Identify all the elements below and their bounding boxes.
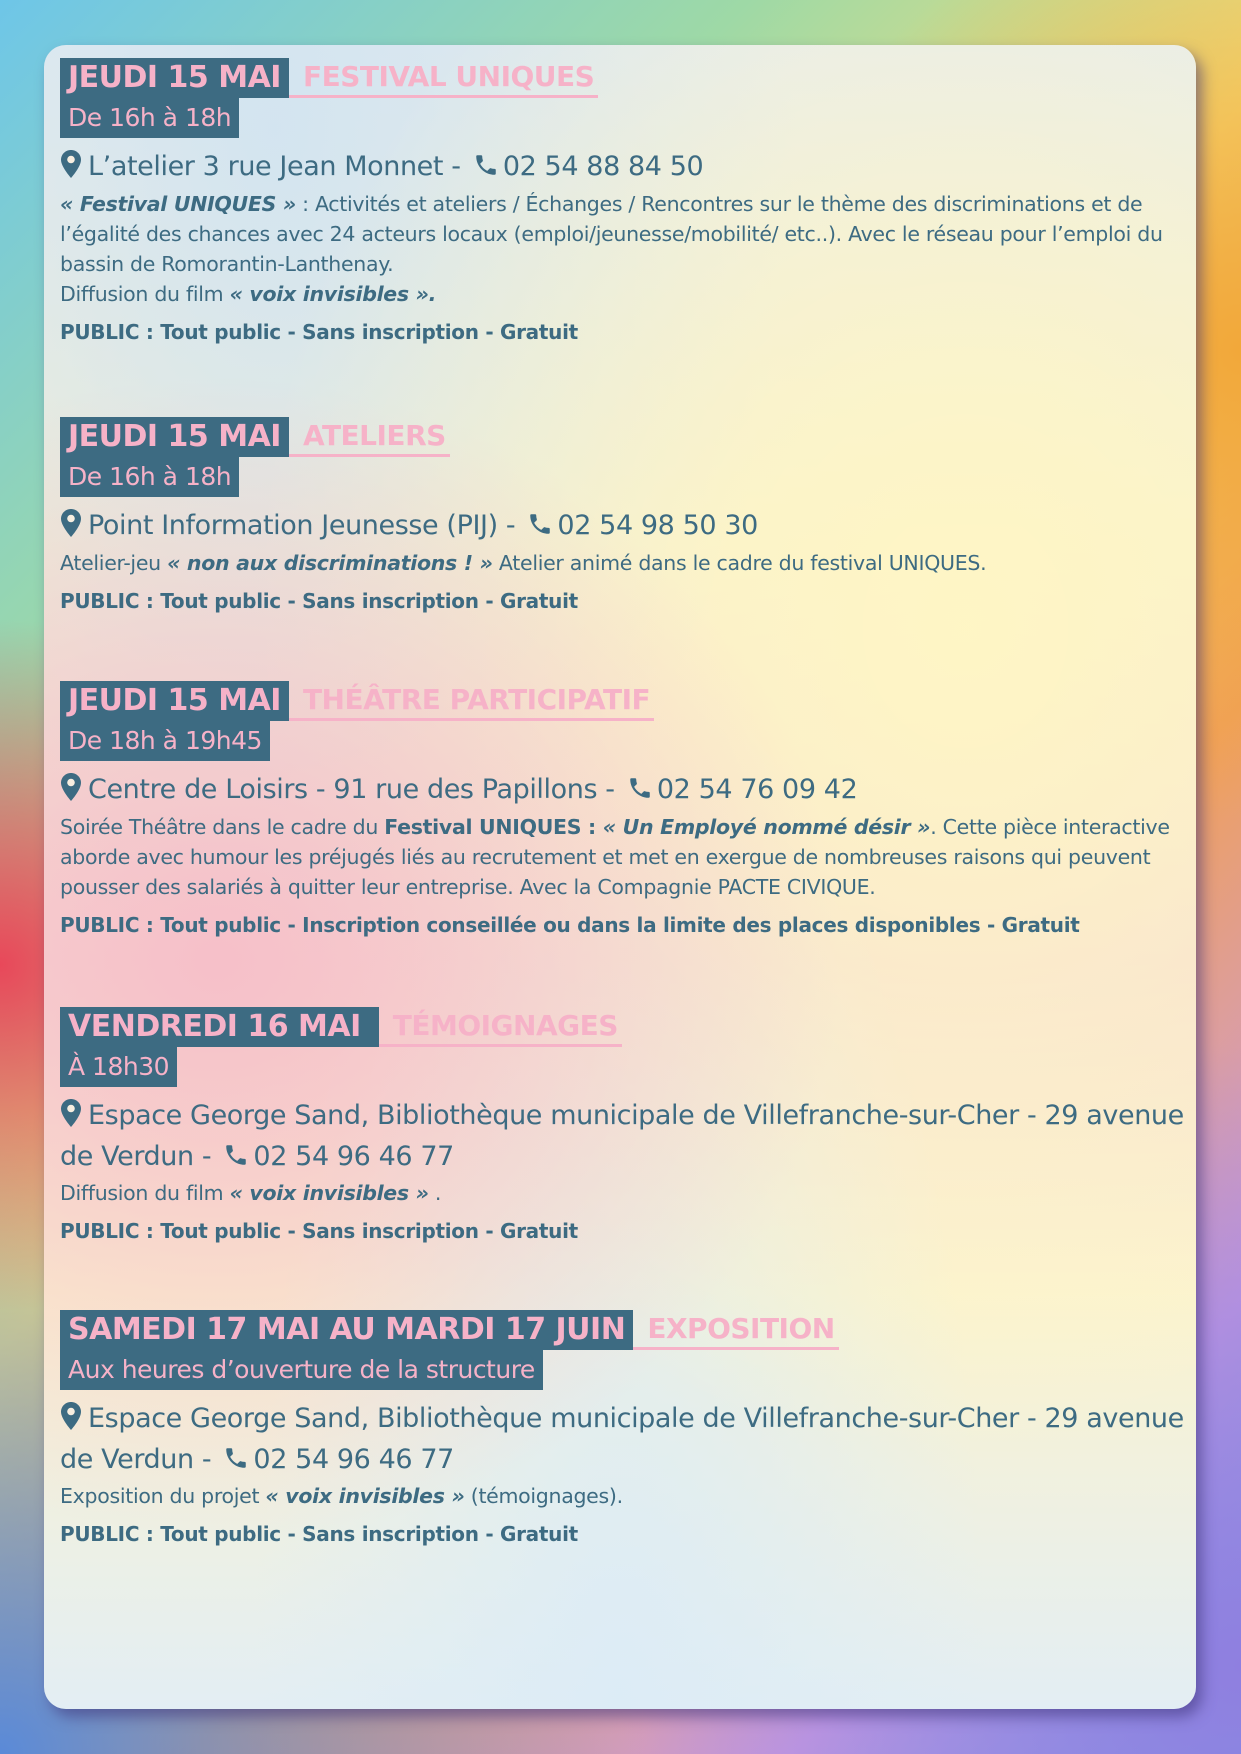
event-time: De 16h à 18h (60, 98, 239, 138)
map-pin-icon (60, 1098, 82, 1138)
event-date: JEUDI 15 MAI (60, 417, 289, 457)
map-pin-icon (60, 1401, 82, 1441)
event-header (60, 417, 1190, 457)
phone-icon (223, 1141, 249, 1178)
description-prefix: Diffusion du film (60, 282, 230, 306)
event-description (60, 548, 1190, 578)
description-prefix: Diffusion du film (60, 1181, 230, 1205)
phone-number: 02 54 96 46 77 (253, 1444, 454, 1475)
event-theatre-participatif (60, 681, 1190, 940)
event-public-info: PUBLIC : Tout public - Sans inscription - Gratuit (60, 1219, 578, 1243)
event-header (60, 1007, 1190, 1047)
phone-icon (473, 151, 499, 188)
quote-emphasis: « voix invisibles ». (229, 282, 437, 306)
event-exposition (60, 1310, 1190, 1549)
event-location (60, 1097, 1190, 1178)
quote-emphasis: « Un Employé nommé désir » (602, 815, 931, 839)
phone-icon (627, 774, 653, 811)
event-location (60, 507, 1190, 548)
event-description (60, 812, 1190, 902)
description-prefix: Exposition du projet (60, 1484, 266, 1508)
map-pin-icon (60, 149, 82, 189)
description-prefix: Atelier-jeu (60, 551, 168, 575)
phone-number: 02 54 76 09 42 (656, 774, 858, 805)
map-pin-icon (60, 772, 82, 812)
event-description (60, 1481, 1190, 1511)
location-text: L’atelier 3 rue Jean Monnet - (88, 151, 461, 182)
event-date: SAMEDI 17 MAI AU MARDI 17 JUIN (60, 1310, 633, 1350)
description-text: . (428, 1181, 442, 1205)
event-time: Aux heures d’ouverture de la structure (60, 1350, 543, 1390)
event-ateliers (60, 417, 1190, 616)
description-text: . Cette pièce interactive aborde avec humour les préjugés liés au recrutement et met en exergue de nombreuses raisons qui peuvent pousser des salariés à quitter leur entreprise. Avec la Compagnie PACTE CIVIQUE. (60, 815, 1170, 899)
location-text: Espace George Sand, Bibliothèque municipale de Villefranche-sur-Cher - 29 avenue de Verdun - (60, 1403, 1184, 1475)
event-public-info: PUBLIC : Tout public - Sans inscription - Gratuit (60, 1522, 578, 1546)
location-text: Centre de Loisirs - 91 rue des Papillons - (88, 774, 615, 805)
event-time: À 18h30 (60, 1047, 177, 1087)
event-public-info: PUBLIC : Tout public - Sans inscription - Gratuit (60, 320, 578, 344)
event-date: JEUDI 15 MAI (60, 681, 289, 721)
event-category: FESTIVAL UNIQUES (289, 59, 598, 98)
description-bold: Festival UNIQUES : (384, 815, 603, 839)
phone-icon (527, 510, 553, 547)
description-prefix: Soirée Théâtre dans le cadre du (60, 815, 385, 839)
event-public-info: PUBLIC : Tout public - Sans inscription - Gratuit (60, 589, 578, 613)
event-category: EXPOSITION (633, 1311, 838, 1350)
phone-number: 02 54 98 50 30 (557, 510, 758, 541)
quote-emphasis: « voix invisibles » (229, 1181, 429, 1205)
event-temoignages (60, 1007, 1190, 1246)
quote-emphasis: « Festival UNIQUES » (60, 192, 296, 216)
description-text: Atelier animé dans le cadre du festival UNIQUES. (492, 551, 987, 575)
event-header (60, 681, 1190, 721)
phone-number: 02 54 88 84 50 (502, 151, 704, 182)
phone-number: 02 54 96 46 77 (253, 1141, 454, 1172)
program-card (44, 45, 1196, 1709)
phone-icon (223, 1444, 249, 1481)
event-location (60, 148, 1190, 189)
event-public-info: PUBLIC : Tout public - Inscription conseillée ou dans la limite des places disponibles - Gratuit (60, 913, 1080, 937)
event-location (60, 1400, 1190, 1481)
event-location (60, 771, 1190, 812)
description-text: : Activités et ateliers / Échanges / Rencontres sur le thème des discriminations et de l’égalité des chances avec 24 acteurs locaux (emploi/jeunesse/mobilité/ etc..). Avec le réseau pour l’emploi du bassin de Romorantin-Lanthenay. (60, 192, 1163, 276)
location-text: Point Information Jeunesse (PIJ) - (88, 510, 516, 541)
event-category: THÉÂTRE PARTICIPATIF (289, 682, 654, 721)
map-pin-icon (60, 508, 82, 548)
event-date: JEUDI 15 MAI (60, 58, 289, 98)
event-description (60, 1178, 1190, 1208)
event-date: VENDREDI 16 MAI (60, 1007, 379, 1047)
quote-emphasis: « voix invisibles » (265, 1484, 465, 1508)
event-description (60, 189, 1190, 309)
event-header (60, 1310, 1190, 1350)
event-category: ATELIERS (289, 418, 450, 457)
event-category: TÉMOIGNAGES (379, 1008, 622, 1047)
event-header (60, 58, 1190, 98)
event-festival-uniques (60, 58, 1190, 347)
event-time: De 16h à 18h (60, 457, 239, 497)
quote-emphasis: « non aux discriminations ! » (167, 551, 493, 575)
description-text: (témoignages). (464, 1484, 623, 1508)
event-time: De 18h à 19h45 (60, 721, 270, 761)
location-text: Espace George Sand, Bibliothèque municipale de Villefranche-sur-Cher - 29 avenue de Verdun - (60, 1100, 1184, 1172)
